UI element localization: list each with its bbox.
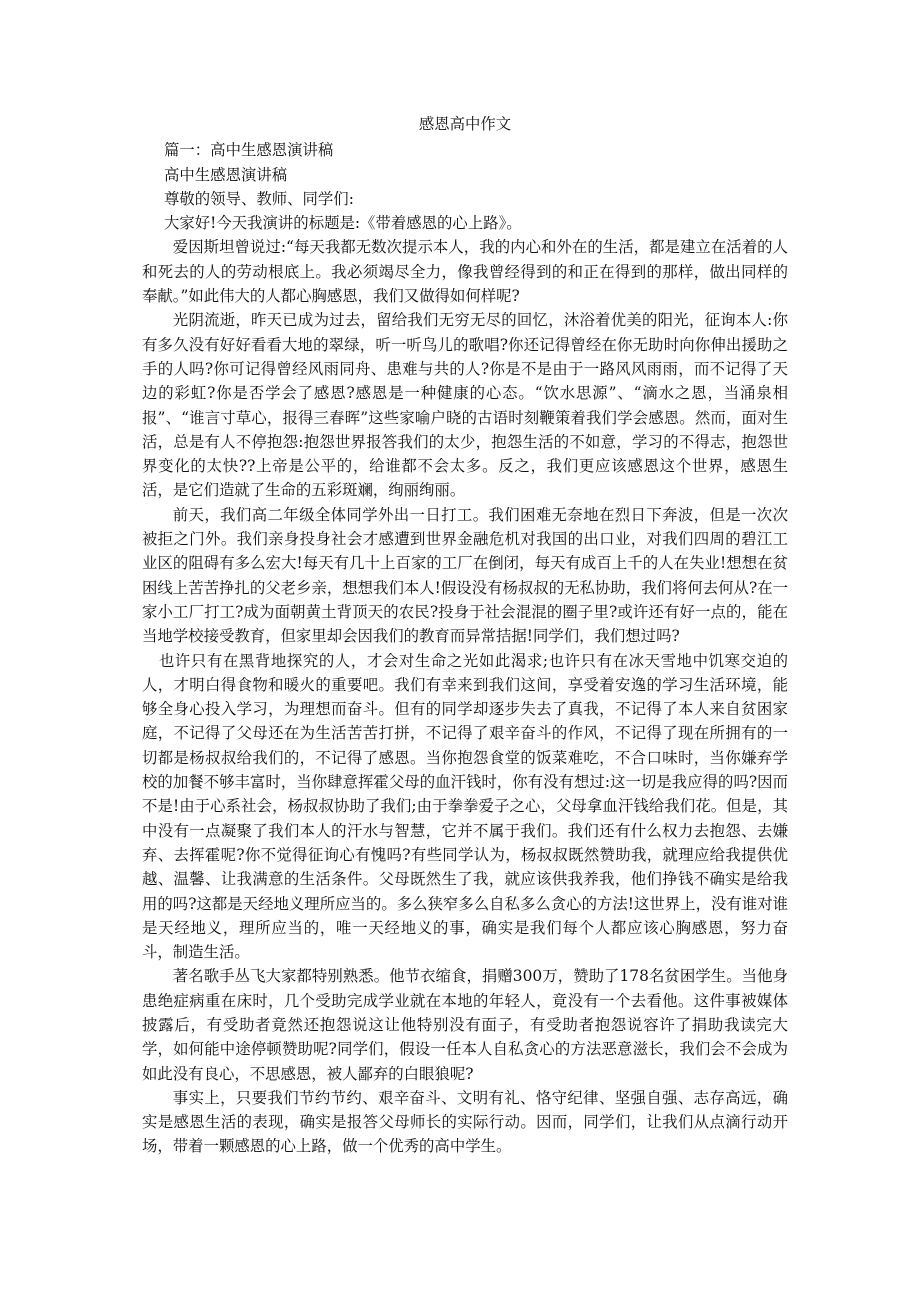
paragraph-4: 也许只有在黑背地探究的人，才会对生命之光如此渴求;也许只有在冰天雪地中饥寒交迫的人，才明白得食物和暖火的重要吧。我们有幸来到我们这间，享受着安逸的学习生活环境，能够全身心投入学习，为理想而奋斗。但有的同学却逐步失去了真我，不记得了本人来自贫困家庭，不记得了父母还在为生活苦苦打拼，不记得了艰辛奋斗的作风，不记得了现在所拥有的一切都是杨叔叔给我们的，不记得了感恩。当你抱怨食堂的饭菜难吃，不合口味时，当你嫌弃学校的加餐不够丰富时，当你肆意挥霍父母的血汗钱时，你有没有想过:这一切是我应得的吗?因而不是!由于心系社会，杨叔叔协助了我们;由于拳拳爱子之心，父母拿血汗钱给我们花。但是，其中没有一点凝聚了我们本人的汗水与智慧，它并不属于我们。我们还有什么权力去抱怨、去嫌弃、去挥霍呢?你不觉得征询心有愧吗?有些同学认为，杨叔叔既然赞助我，就理应给我提供优越、温馨、让我满意的生活条件。父母既然生了我，就应该供我养我，他们挣钱不确实是给我用的吗?这都是天经地义理所应当的。多么狭窄多么自私多么贪心的方法!这世界上，没有谁对谁是天经地义，理所应当的，唯一天经地义的事，确实是我们每个人都应该心胸感恩，努力奋斗，制造生活。 xyxy=(142,651,788,962)
paragraph-5: 著名歌手丛飞大家都特别熟悉。他节衣缩食，捐赠300万，赞助了178名贫困学生。当他身患绝症病重在床时，几个受助完成学业就在本地的年轻人，竟没有一个去看他。这件事被媒体披露后，有受助者竟然还抱怨说这让他特别没有面子，有受助者抱怨说容许了捐助我读完大学，如何能中途停顿赞助呢?同学们，假设一任本人自私贪心的方法恶意滋长，我们会不会成为如此没有良心，不思感恩，被人鄙弃的白眼狼呢? xyxy=(142,967,788,1083)
speech-title: 高中生感恩演讲稿 xyxy=(164,165,288,184)
part-heading: 篇一：高中生感恩演讲稿 xyxy=(164,141,334,160)
paragraph-1: 爱因斯坦曾说过:“每天我都无数次提示本人，我的内心和外在的生活，都是建立在活着的人和死去的人的劳动根底上。我必须竭尽全力，像我曾经得到的和正在得到的那样，做出同样的奉献。”如此伟大的人都心胸感恩，我们又做得如何样呢? xyxy=(142,238,788,306)
document-title: 感恩高中作文 xyxy=(418,115,512,133)
document-body xyxy=(142,112,788,1159)
paragraph-3: 前天，我们高二年级全体同学外出一日打工。我们困难无奈地在烈日下奔波，但是一次次被拒之门外。我们亲身投身社会才感遭到世界金融危机对我国的出口业，对我们四周的碧江工业区的阻碍有多么宏大!每天有几十上百家的工厂在倒闭，每天有成百上千的人在失业!想想在贫困线上苦苦挣扎的父老乡亲，想想我们本人!假设没有杨叔叔的无私协助，我们将何去何从?在一家小工厂打工?成为面朝黄土背顶天的农民?投身于社会混混的圈子里?或许还有好一点的，能在当地学校接受教育，但家里却会因我们的教育而异常拮据!同学们，我们想过吗? xyxy=(142,505,788,646)
paragraph-2: 光阴流逝，昨天已成为过去，留给我们无穷无尽的回忆，沐浴着优美的阳光，征询本人:你有多久没有好好看看大地的翠绿，听一听鸟儿的歌唱?你还记得曾经在你无助时向你伸出援助之手的人吗?你可记得曾经风雨同舟、患难与共的人?你是不是由于一路风风雨雨，而不记得了天边的彩虹?你是否学会了感恩?感恩是一种健康的心态。“饮水思源”、“滴水之恩，当涌泉相报”、“谁言寸草心，报得三春晖”这些家喻户晓的古语时刻鞭策着我们学会感恩。然而，面对生活，总是有人不停抱怨:抱怨世界报答我们的太少，抱怨生活的不如意，学习的不得志，抱怨世界变化的太快??上帝是公平的，给谁都不会太多。反之，我们更应该感恩这个世界，感恩生活，是它们造就了生命的五彩斑斓，绚丽绚丽。 xyxy=(142,311,788,500)
greeting: 大家好!今天我演讲的标题是:《带着感恩的心上路》。 xyxy=(164,214,522,233)
salutation: 尊敬的领导、教师、同学们: xyxy=(164,189,354,208)
paragraph-6: 事实上，只要我们节约节约、艰辛奋斗、文明有礼、恪守纪律、坚强自强、志存高远，确实是感恩生活的表现，确实是报答父母师长的实际行动。因而，同学们，让我们从点滴行动开场，带着一颗感恩的心上路，做一个优秀的高中学生。 xyxy=(142,1088,788,1156)
